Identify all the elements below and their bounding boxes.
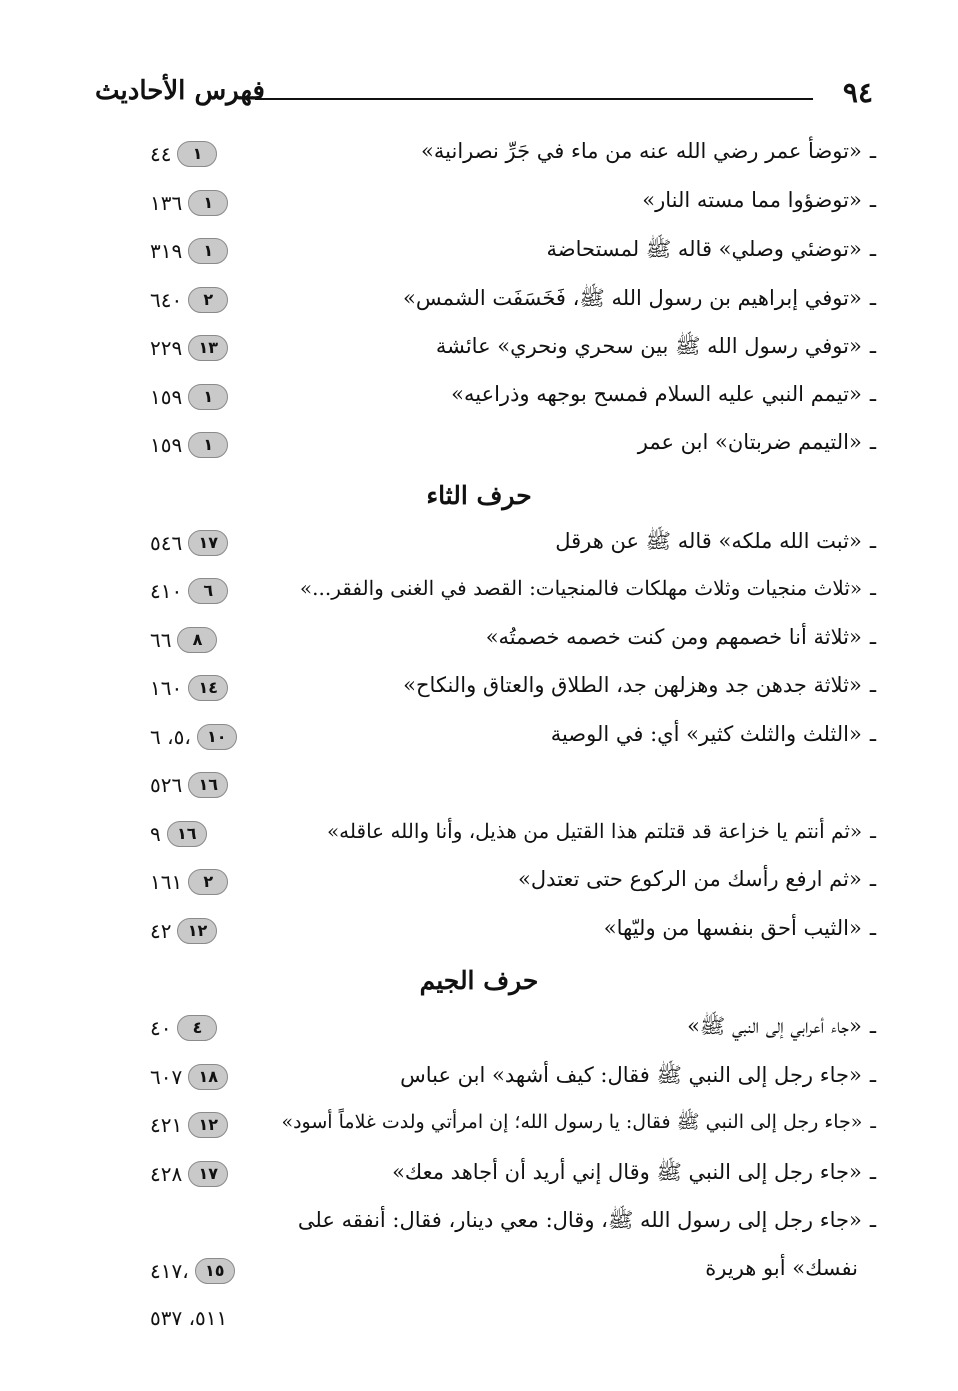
page-refs: ٥٢٦ bbox=[150, 773, 183, 797]
list-item: ـ«ثبت الله ملكه» قاله ﷺ عن هرقل ٥٤٦ ١٧ bbox=[150, 528, 876, 555]
volume-badge: ١٤ bbox=[188, 675, 228, 701]
volume-badge: ١ bbox=[188, 238, 228, 264]
volume-badge: ١٣ bbox=[188, 335, 228, 361]
volume-badge: ١٦ bbox=[188, 772, 228, 798]
page-refs: ٦٠٧ bbox=[150, 1064, 183, 1089]
page-refs: ٣١٩ bbox=[150, 239, 183, 263]
hadith-text-line1: «جاء رجل إلى رسول الله ﷺ، وقال: معي دينار، فقال: أنفقه على bbox=[297, 1208, 862, 1232]
section-heading: حرف الجيم bbox=[419, 966, 539, 995]
volume-badge: ١ bbox=[188, 190, 228, 216]
hadith-text: «توفي رسول الله ﷺ بين سحري ونحري» عائشة bbox=[435, 334, 862, 358]
page-refs: ٥٤٦ bbox=[150, 530, 183, 555]
volume-badge: ١ bbox=[188, 432, 228, 458]
page-refs: ١٥٩ bbox=[150, 384, 183, 409]
hadith-text: «ثم أنتم يا خزاعة قد قتلتم هذا القتيل من هذيل، وأنا والله عاقله» bbox=[326, 818, 863, 843]
page-refs: ١٣٦ bbox=[150, 190, 183, 215]
hadith-text: «جاء أعرابي إلى النبي ﷺ» bbox=[687, 1014, 862, 1038]
volume-badge: ٤ bbox=[177, 1015, 217, 1041]
volume-badge: ١٢ bbox=[177, 918, 217, 944]
hadith-text: «تيمم النبي عليه السلام فمسح بوجهه وذراعيه» bbox=[451, 381, 862, 406]
list-item: ـ«جاء أعرابي إلى النبي ﷺ» ٤٠ ٤ bbox=[150, 1014, 876, 1040]
volume-badge: ٢ bbox=[188, 869, 228, 895]
page-refs: ١٦٠ bbox=[150, 676, 183, 700]
hadith-text: «التيمم ضربتان» ابن عمر bbox=[637, 430, 862, 454]
section-heading: حرف الثاء bbox=[426, 480, 532, 510]
page-refs: ٥١١، ٥٣٧ bbox=[150, 1306, 228, 1330]
list-item: ـ«توفي إبراهيم بن رسول الله ﷺ، فَخَسَفَت الشمس» ٦٤٠ ٢ bbox=[150, 285, 876, 312]
page-refs: ٤٠ bbox=[150, 1016, 172, 1040]
hadith-text: «ثبت الله ملكه» قاله ﷺ عن هرقل bbox=[555, 528, 862, 553]
volume-badge: ٦ bbox=[188, 578, 228, 604]
list-item: ـ«جاء رجل إلى النبي ﷺ فقال: يا رسول الله؛ إن امرأتي ولدت غلاماً أسود» ٤٢١ ١٢ bbox=[150, 1111, 876, 1137]
volume-badge: ١٦ bbox=[167, 821, 207, 847]
list-item: ـ«التيمم ضربتان» ابن عمر ١٥٩ ١ bbox=[150, 430, 876, 457]
hadith-text: «ثلاثة جدهن جد وهزلهن جد، الطلاق والعتاق والنكاح» bbox=[403, 673, 862, 697]
volume-badge: ٢ bbox=[188, 287, 228, 313]
list-item: ـ«ثلاث منجيات وثلاث مهلكات فالمنجيات: القصد في الغنى والفقر...» ٤١٠ ٦ bbox=[150, 576, 876, 603]
page-refs: ٤١٠ bbox=[150, 579, 183, 603]
hadith-text: «جاء رجل إلى النبي ﷺ فقال: كيف أشهد» ابن عباس bbox=[400, 1062, 862, 1087]
volume-badge: ١٨ bbox=[188, 1064, 228, 1090]
page-refs: ٦٤٠ bbox=[150, 287, 183, 312]
page-refs: ١٥٩ bbox=[150, 433, 183, 457]
hadith-text: «توفي إبراهيم بن رسول الله ﷺ، فَخَسَفَت الشمس» bbox=[402, 285, 862, 310]
volume-badge: ١٢ bbox=[188, 1112, 228, 1138]
section-heading-row bbox=[0, 473, 958, 522]
list-item: ـ«الثيب أحق بنفسها من وليّها» ٤٢ ١٢ bbox=[150, 915, 876, 943]
page-refs: ٤١٧، bbox=[150, 1258, 189, 1283]
running-title: فهرس الأحاديث bbox=[95, 76, 265, 106]
page-refs: ١٦١ bbox=[150, 870, 183, 894]
list-item: ـ«ثلاثة جدهن جد وهزلهن جد، الطلاق والعتاق والنكاح» ١٦٠ ١٤ bbox=[150, 673, 876, 700]
list-item: ـ«توضأ عمر رضي الله عنه من ماء في جَرِّ نصرانية» ٤٤ ١ bbox=[150, 139, 876, 166]
page-refs: ٤٢ bbox=[150, 918, 172, 943]
page-refs: ٤٤ bbox=[150, 142, 172, 166]
list-item: ـ«جاء رجل إلى رسول الله ﷺ، وقال: معي دينار، فقال: أنفقه على bbox=[297, 1208, 876, 1232]
volume-badge: ١٠ bbox=[197, 724, 237, 750]
list-item: ـ«جاء رجل إلى النبي ﷺ وقال إني أريد أن أجاهد معك» ٤٢٨ ١٧ bbox=[150, 1159, 876, 1186]
volume-badge: ١٧ bbox=[188, 530, 228, 556]
list-item: ـ«ثم أنتم يا خزاعة قد قتلتم هذا القتيل من هذيل، وأنا والله عاقله» ٩ ١٦ bbox=[150, 818, 876, 846]
hadith-text-line2: نفسك» أبو هريرة bbox=[705, 1255, 858, 1280]
list-item: ـ«الثلث والثلث كثير» أي: في الوصية ٥، ٦، ١٠ bbox=[150, 721, 876, 749]
page-refs: ٩ bbox=[150, 821, 161, 846]
section-heading-row bbox=[0, 958, 958, 1007]
hadith-text: «ثم ارفع رأسك من الركوع حتى تعتدل» bbox=[517, 867, 862, 891]
list-item-continuation bbox=[0, 764, 958, 813]
page-refs: ٤٢٨ bbox=[150, 1161, 183, 1186]
page-refs: ٢٢٩ bbox=[150, 336, 183, 360]
list-item-continuation bbox=[0, 1298, 958, 1338]
page-refs: ٥، ٦، bbox=[150, 724, 191, 749]
volume-badge: ١٧ bbox=[188, 1161, 228, 1187]
hadith-text: «جاء رجل إلى النبي ﷺ فقال: يا رسول الله؛ إن امرأتي ولدت غلاماً أسود» bbox=[281, 1111, 863, 1133]
hadith-text: «توضئي وصلي» قاله ﷺ لمستحاضة bbox=[546, 237, 862, 261]
list-item: ـ«ثلاثة أنا خصمهم ومن كنت خصمه خصمتُه» ٦٦ ٨ bbox=[150, 624, 876, 652]
volume-badge: ١ bbox=[177, 141, 217, 167]
hadith-text: «توضأ عمر رضي الله عنه من ماء في جَرِّ نصرانية» bbox=[421, 139, 862, 163]
volume-badge: ٨ bbox=[177, 627, 217, 653]
volume-badge: ١٥ bbox=[195, 1258, 235, 1284]
volume-badge: ١ bbox=[188, 384, 228, 410]
hadith-text: «الثلث والثلث كثير» أي: في الوصية bbox=[550, 721, 862, 746]
list-item: ـ«تيمم النبي عليه السلام فمسح بوجهه وذراعيه» ١٥٩ ١ bbox=[150, 381, 876, 409]
hadith-text: «ثلاثة أنا خصمهم ومن كنت خصمه خصمتُه» bbox=[485, 624, 862, 649]
page-number: ٩٤ bbox=[842, 76, 873, 109]
hadith-text: «توضؤوا مما مسته النار» bbox=[642, 187, 862, 212]
list-item: ـ«توفي رسول الله ﷺ بين سحري ونحري» عائشة ٢٢٩ ١٣ bbox=[150, 334, 876, 360]
hadith-text: «الثيب أحق بنفسها من وليّها» bbox=[603, 915, 862, 940]
page-refs: ٦٦ bbox=[150, 627, 172, 652]
list-item: ـ«توضؤوا مما مسته النار» ١٣٦ ١ bbox=[150, 187, 876, 215]
list-item: ـ«جاء رجل إلى النبي ﷺ فقال: كيف أشهد» ابن عباس ٦٠٧ ١٨ bbox=[150, 1062, 876, 1089]
list-item-continuation bbox=[0, 1250, 958, 1299]
hadith-index-list bbox=[0, 133, 958, 1338]
hadith-text: «جاء رجل إلى النبي ﷺ وقال إني أريد أن أجاهد معك» bbox=[392, 1159, 862, 1184]
page-header bbox=[95, 70, 873, 120]
list-item: ـ«توضئي وصلي» قاله ﷺ لمستحاضة ٣١٩ ١ bbox=[150, 237, 876, 263]
hadith-text: «ثلاث منجيات وثلاث مهلكات فالمنجيات: القصد في الغنى والفقر...» bbox=[299, 576, 863, 600]
list-item: ـ«ثم ارفع رأسك من الركوع حتى تعتدل» ١٦١ ٢ bbox=[150, 867, 876, 894]
page-refs: ٤٢١ bbox=[150, 1113, 183, 1137]
header-rule bbox=[255, 98, 813, 100]
